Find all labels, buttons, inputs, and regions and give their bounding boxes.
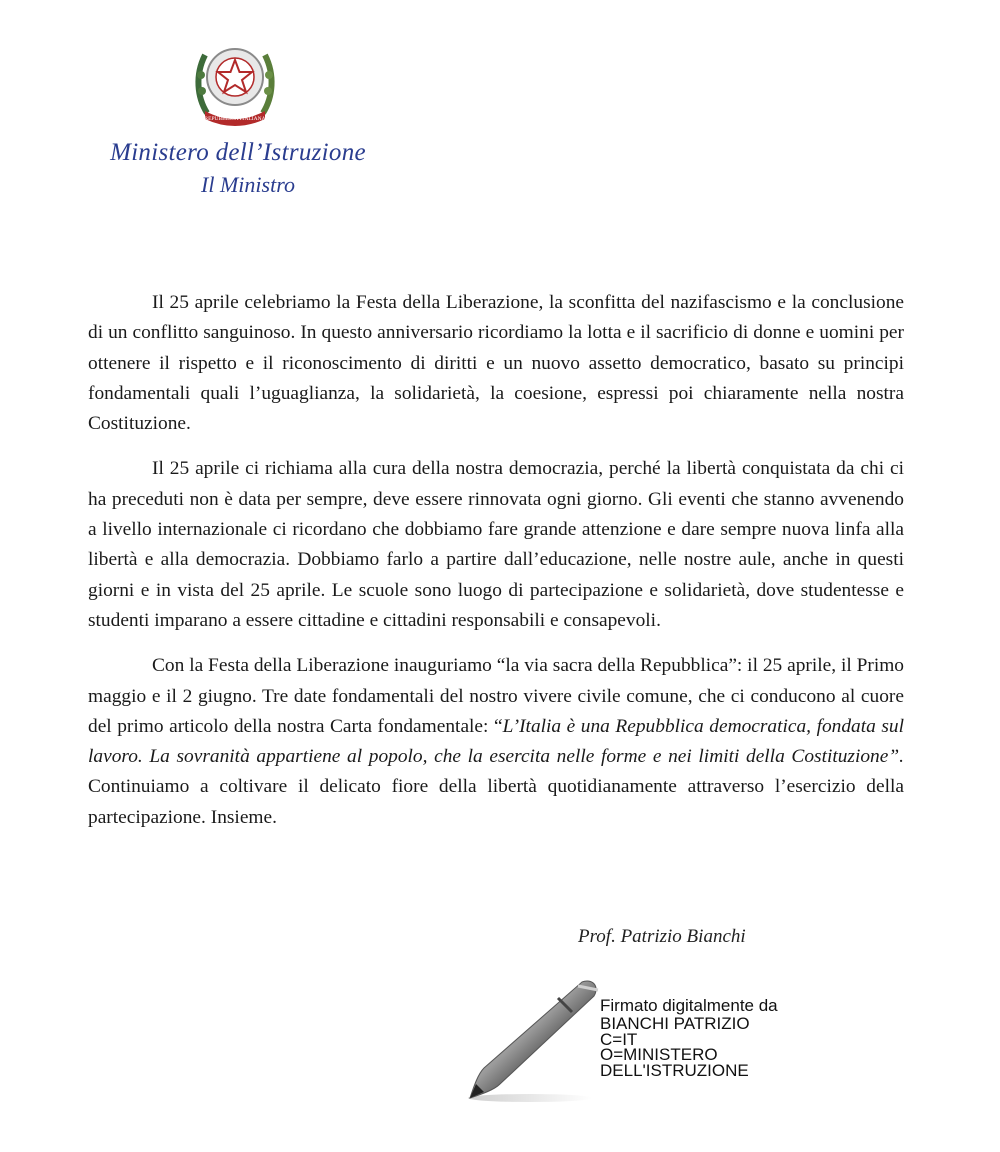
paragraph-3-start: Con la Festa della Liberazione inauguriamo “la via sacra della Repubblica”: il 25 aprile, il Primo maggio e il 2 giugno. Tre date fondamentali del nostro vivere civile comune, che ci conducono al cuore del primo articolo della nostra Carta fondamentale: “ bbox=[88, 655, 904, 737]
signer-name: Prof. Patrizio Bianchi bbox=[578, 926, 746, 947]
emblem-ribbon-text: REPUBBLICA ITALIANA bbox=[204, 116, 266, 122]
letter-body bbox=[88, 288, 904, 848]
digital-signature-line-1: Firmato digitalmente da bbox=[600, 996, 778, 1015]
italian-republic-emblem bbox=[193, 35, 277, 127]
digital-signature-line-2: BIANCHI PATRIZIO bbox=[600, 1014, 750, 1033]
digital-signature-line-3: C=IT bbox=[600, 1029, 638, 1049]
pen-icon bbox=[460, 976, 610, 1106]
paragraph-3-end: Continuiamo a coltivare il delicato fiore della libertà quotidianamente attraverso l’esercizio della partecipazione. Insieme. bbox=[88, 776, 904, 828]
ministry-heading bbox=[100, 138, 376, 200]
digital-signature-block bbox=[600, 996, 778, 1078]
ministry-name: Ministero dell’Istruzione bbox=[110, 139, 366, 166]
minister-office: Il Ministro bbox=[201, 172, 295, 197]
paragraph-1: Il 25 aprile celebriamo la Festa della Liberazione, la sconfitta del nazifascismo e la conclusione di un conflitto sanguinoso. In questo anniversario ricordiamo la lotta e il sacrificio di donne e uomini per ottenere il rispetto e il riconoscimento di diritti e un nuovo assetto democratico, basato su principi fondamentali quali l’uguaglianza, la solidarietà, la coesione, espressi poi chiaramente nella nostra Costituzione. bbox=[88, 292, 904, 435]
paragraph-3 bbox=[88, 651, 904, 833]
digital-signature-line-5: DELL'ISTRUZIONE bbox=[600, 1060, 749, 1080]
constitution-quote: L’Italia è una Repubblica democratica, fondata sul lavoro. La sovranità appartiene al popolo, che la esercita nelle forme e nei limiti della Costituzione”. bbox=[88, 715, 904, 768]
paragraph-2: Il 25 aprile ci richiama alla cura della nostra democrazia, perché la libertà conquistata da chi ci ha preceduti non è data per sempre, deve essere rinnovata ogni giorno. Gli eventi che stanno avvenendo a livello internazionale ci ricordano che dobbiamo fare grande attenzione e dare sempre nuova linfa alla libertà e alla democrazia. Dobbiamo farlo a partire dall’educazione, nelle nostre aule, anche in questi giorni e in vista del 25 aprile. Le scuole sono luogo di partecipazione e solidarietà, dove studentesse e studenti imparano a essere cittadine e cittadini responsabili e consapevoli. bbox=[88, 458, 904, 631]
digital-signature-line-4: O=MINISTERO bbox=[600, 1045, 718, 1065]
